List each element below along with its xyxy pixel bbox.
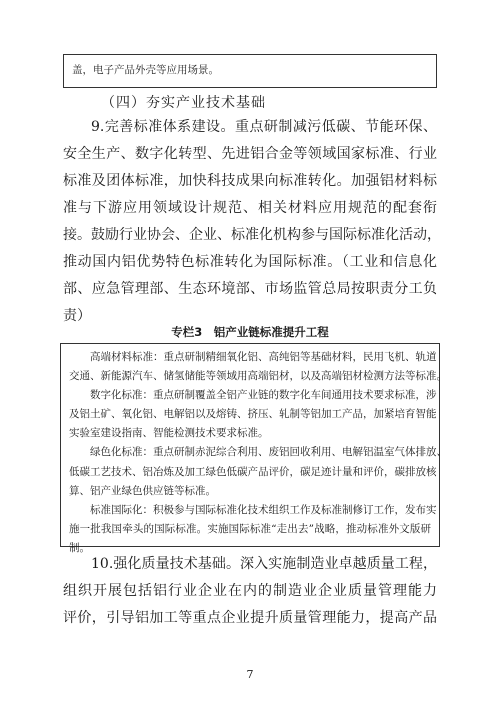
paragraph-line: 推动国内铝优势特色标准转化为国际标准。（工业和信息化 bbox=[63, 254, 437, 270]
paragraph-line: 责） bbox=[63, 308, 91, 324]
paragraph-9 bbox=[63, 114, 441, 330]
panel-line: 绿色化标准：重点研制赤泥综合利用、废铝回收利用、电解铝温室气体排放、 bbox=[90, 446, 447, 459]
panel-line: 交通、新能源汽车、储氢储能等领域用高端铝材，以及高端铝材检测方法等标准。 bbox=[69, 370, 447, 383]
panel-line: 算、铝产业绿色供应链等标准。 bbox=[69, 484, 216, 497]
continued-panel-box bbox=[63, 54, 437, 88]
paragraph-line: 10.强化质量技术基础。深入实施制造业卓越质量工程， bbox=[91, 556, 437, 572]
section-heading: （四）夯实产业技术基础 bbox=[101, 95, 266, 111]
panel-title: 专栏3 铝产业链标准提升工程 bbox=[171, 325, 329, 339]
paragraph-10 bbox=[63, 551, 437, 632]
paragraph-line: 标准及团体标准，加快科技成果向标准转化。加强铝材料标 bbox=[63, 173, 437, 189]
paragraph-line: 部、应急管理部、生态环境部、市场监管总局按职责分工负 bbox=[63, 281, 437, 297]
continued-panel-text: 盖，电子产品外壳等应用场景。 bbox=[72, 64, 219, 76]
panel-line: 低碳工艺技术、铝冶炼及加工绿色低碳产品评价，碳足迹计量和评价，碳排放核 bbox=[69, 465, 437, 478]
paragraph-line: 9.完善标准体系建设。重点研制减污低碳、节能环保、 bbox=[91, 119, 437, 135]
paragraph-line: 准与下游应用领域设计规范、相关材料应用规范的配套衔 bbox=[63, 200, 437, 216]
panel-line: 及铝土矿、氧化铝、电解铝以及熔铸、挤压、轧制等铝加工产品，加紧培育智能 bbox=[69, 408, 437, 421]
panel-line: 数字化标准：重点研制覆盖全铝产业链的数字化车间通用技术要求标准，涉 bbox=[90, 389, 437, 402]
paragraph-line: 评价，引导铝加工等重点企业提升质量管理能力，提高产品 bbox=[63, 610, 437, 626]
panel-line: 施一批我国牵头的国际标准。实施国际标准“走出去”战略，推动标准外文版研 bbox=[69, 522, 431, 535]
panel-line: 实验室建设指南、智能检测技术要求标准。 bbox=[69, 427, 269, 440]
paragraph-line: 接。鼓励行业协会、企业、标准化机构参与国际标准化活动， bbox=[63, 227, 441, 243]
page-number: 7 bbox=[246, 668, 254, 681]
panel-line: 高端材料标准：重点研制精细氧化铝、高纯铝等基础材料，民用飞机、轨道 bbox=[90, 351, 437, 363]
standards-panel bbox=[60, 343, 447, 554]
panel-line: 标准国际化：积极参与国际标准化技术组织工作及标准制修订工作，发布实 bbox=[90, 503, 437, 516]
panel-line: 制。 bbox=[69, 541, 90, 554]
paragraph-line: 安全生产、数字化转型、先进铝合金等领域国家标准、行业 bbox=[63, 146, 437, 162]
paragraph-line: 组织开展包括铝行业企业在内的制造业企业质量管理能力 bbox=[63, 583, 437, 599]
